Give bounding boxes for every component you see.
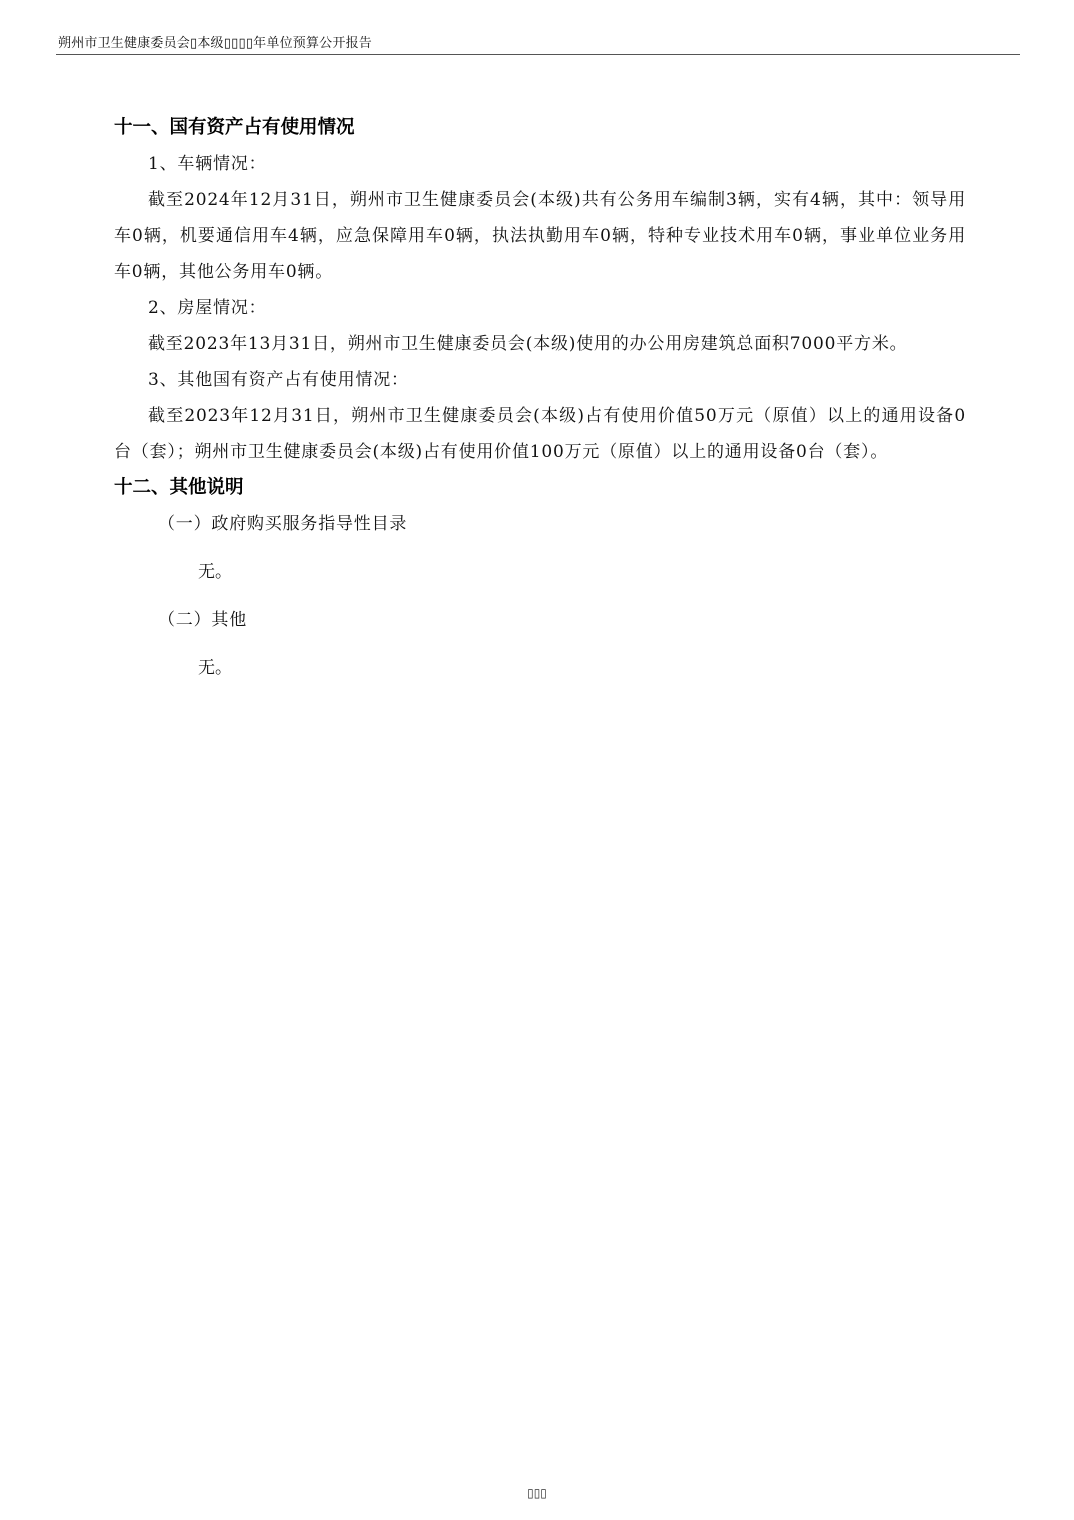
subsection-2-title: （二）其他 [158,610,247,630]
document-body [114,110,966,686]
other-assets-paragraph: 截至2023年12月31日，朔州市卫生健康委员会(本级)占有使用价值50万元（原值）以上的通用设备0台（套）；朔州市卫生健康委员会(本级)占有使用价值100万元（原值）以上的通用设备0台（套）。 [114,406,966,462]
housing-paragraph: 截至2023年13月31日，朔州市卫生健康委员会(本级)使用的办公用房建筑总面积7000平方米。 [148,334,908,354]
page-header [56,30,1020,55]
vehicles-label: 1、车辆情况： [148,154,267,174]
subsection-1-title: （一）政府购买服务指导性目录 [158,514,408,534]
subsection-1-content: 无。 [198,562,232,582]
other-assets-label: 3、其他国有资产占有使用情况： [148,370,409,390]
housing-label: 2、房屋情况： [148,298,267,318]
page-number: ▯▯▯ [527,1486,547,1500]
section-12-heading: 十二、其他说明 [114,477,244,498]
section-11-heading: 十一、国有资产占有使用情况 [114,117,355,138]
subsection-2-content: 无。 [198,658,232,678]
header-title: 朔州市卫生健康委员会▯本级▯▯▯▯年单位预算公开报告 [58,36,372,51]
vehicles-paragraph: 截至2024年12月31日，朔州市卫生健康委员会(本级)共有公务用车编制3辆，实有4辆，其中：领导用车0辆，机要通信用车4辆，应急保障用车0辆，执法执勤用车0辆，特种专业技术用车0辆，事业单位业务用车0辆，其他公务用车0辆。 [114,190,966,282]
